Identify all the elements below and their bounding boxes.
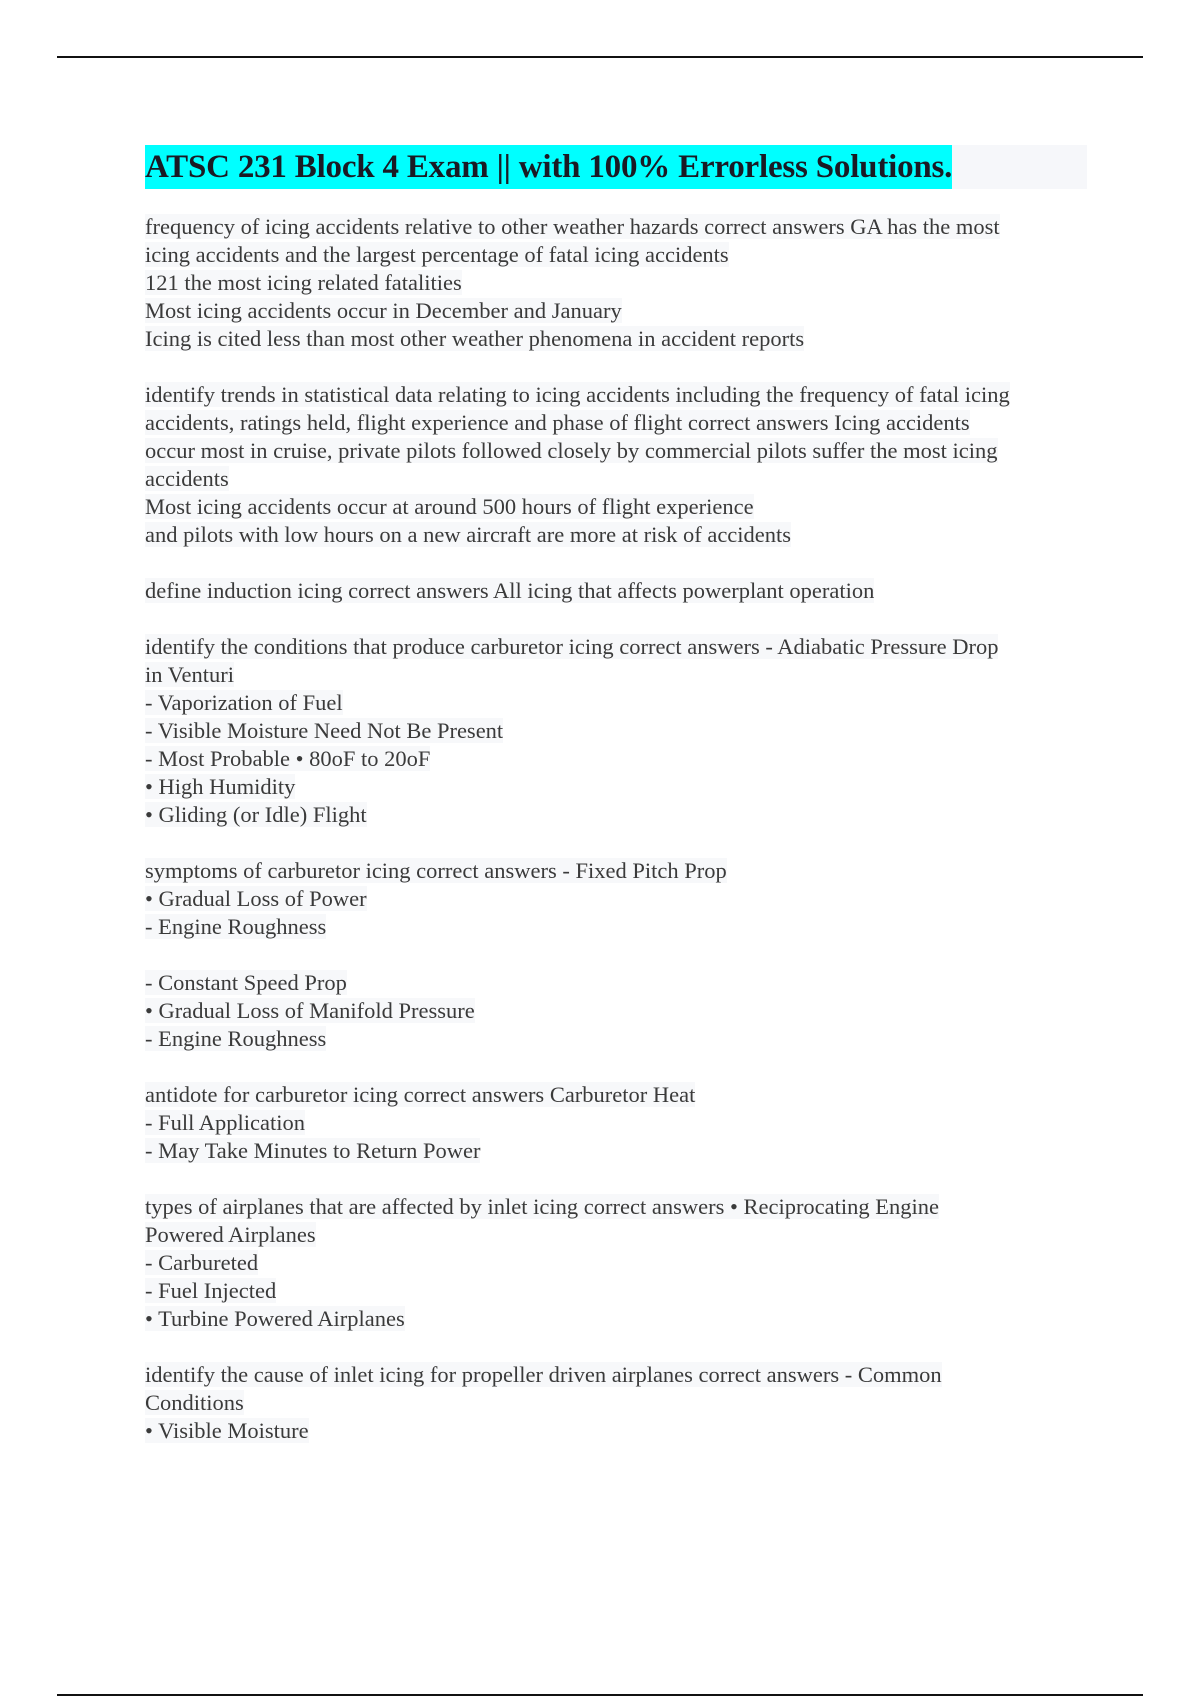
document-title: ATSC 231 Block 4 Exam || with 100% Errorless Solutions. (145, 145, 952, 189)
text-line (145, 1277, 1085, 1305)
text-line-content: - Most Probable • 80oF to 20oF (145, 746, 431, 771)
text-line-content: Powered Airplanes (145, 1222, 316, 1247)
qa-entry (145, 577, 1085, 605)
text-line (145, 1221, 1085, 1249)
text-line-content: Most icing accidents occur in December and January (145, 298, 622, 323)
text-line-content: • Visible Moisture (145, 1418, 309, 1443)
qa-entry (145, 213, 1085, 353)
text-line (145, 1193, 1085, 1221)
text-line (145, 1081, 1085, 1109)
text-line-content: antidote for carburetor icing correct answers Carburetor Heat (145, 1082, 696, 1107)
text-line (145, 1389, 1085, 1417)
text-line-content: - Engine Roughness (145, 914, 327, 939)
text-line (145, 633, 1085, 661)
document-body (145, 213, 1085, 1473)
text-line-content: • High Humidity (145, 774, 296, 799)
text-line (145, 325, 1085, 353)
text-line (145, 969, 1085, 997)
text-line-content: - Constant Speed Prop (145, 970, 347, 995)
text-line-content: • Gradual Loss of Power (145, 886, 367, 911)
text-line (145, 269, 1085, 297)
text-line-content: frequency of icing accidents relative to other weather hazards correct answers GA has the most (145, 214, 1000, 239)
text-line (145, 745, 1085, 773)
title-band (145, 145, 1087, 189)
text-line (145, 1109, 1085, 1137)
top-rule (57, 56, 1143, 58)
text-line-content: - Engine Roughness (145, 1026, 327, 1051)
text-line-content: in Venturi (145, 662, 234, 687)
qa-entry (145, 1081, 1085, 1165)
text-line (145, 241, 1085, 269)
text-line-content: - May Take Minutes to Return Power (145, 1138, 481, 1163)
text-line-content: - Full Application (145, 1110, 305, 1135)
text-line-content: identify trends in statistical data relating to icing accidents including the frequency of fatal icing (145, 382, 1010, 407)
text-line-content: - Visible Moisture Need Not Be Present (145, 718, 504, 743)
text-line-content: identify the cause of inlet icing for propeller driven airplanes correct answers - Common (145, 1362, 942, 1387)
text-line-content: • Gliding (or Idle) Flight (145, 802, 367, 827)
text-line (145, 913, 1085, 941)
text-line-content: Most icing accidents occur at around 500 hours of flight experience (145, 494, 754, 519)
text-line-content: 121 the most icing related fatalities (145, 270, 462, 295)
text-line-content: types of airplanes that are affected by inlet icing correct answers • Reciprocating Engine (145, 1194, 940, 1219)
text-line (145, 717, 1085, 745)
bottom-rule (57, 1694, 1143, 1696)
text-line (145, 409, 1085, 437)
text-line (145, 997, 1085, 1025)
text-line-content: identify the conditions that produce carburetor icing correct answers - Adiabatic Pressure Drop (145, 634, 999, 659)
text-line-content: - Fuel Injected (145, 1278, 277, 1303)
text-line (145, 689, 1085, 717)
text-line-content: symptoms of carburetor icing correct answers - Fixed Pitch Prop (145, 858, 727, 883)
text-line (145, 773, 1085, 801)
qa-entry (145, 633, 1085, 829)
qa-entry (145, 1361, 1085, 1445)
text-line (145, 437, 1085, 465)
text-line (145, 213, 1085, 241)
text-line (145, 493, 1085, 521)
text-line (145, 381, 1085, 409)
text-line-content: and pilots with low hours on a new aircraft are more at risk of accidents (145, 522, 792, 547)
text-line-content: occur most in cruise, private pilots followed closely by commercial pilots suffer the most icing (145, 438, 998, 463)
text-line-content: - Vaporization of Fuel (145, 690, 343, 715)
qa-entry (145, 857, 1085, 941)
text-line-content: • Gradual Loss of Manifold Pressure (145, 998, 475, 1023)
qa-entry (145, 1193, 1085, 1333)
text-line (145, 857, 1085, 885)
text-line-content: define induction icing correct answers All icing that affects powerplant operation (145, 578, 875, 603)
text-line (145, 521, 1085, 549)
text-line-content: icing accidents and the largest percentage of fatal icing accidents (145, 242, 729, 267)
text-line (145, 1305, 1085, 1333)
text-line (145, 1025, 1085, 1053)
qa-entry (145, 969, 1085, 1053)
text-line (145, 885, 1085, 913)
text-line-content: Conditions (145, 1390, 244, 1415)
text-line-content: • Turbine Powered Airplanes (145, 1306, 405, 1331)
text-line-content: Icing is cited less than most other weather phenomena in accident reports (145, 326, 805, 351)
text-line (145, 1417, 1085, 1445)
text-line (145, 1249, 1085, 1277)
text-line (145, 1137, 1085, 1165)
text-line (145, 577, 1085, 605)
text-line-content: - Carbureted (145, 1250, 259, 1275)
text-line-content: accidents, ratings held, flight experience and phase of flight correct answers Icing accidents (145, 410, 970, 435)
text-line (145, 661, 1085, 689)
text-line (145, 1361, 1085, 1389)
text-line (145, 465, 1085, 493)
qa-entry (145, 381, 1085, 549)
text-line (145, 297, 1085, 325)
text-line-content: accidents (145, 466, 229, 491)
text-line (145, 801, 1085, 829)
